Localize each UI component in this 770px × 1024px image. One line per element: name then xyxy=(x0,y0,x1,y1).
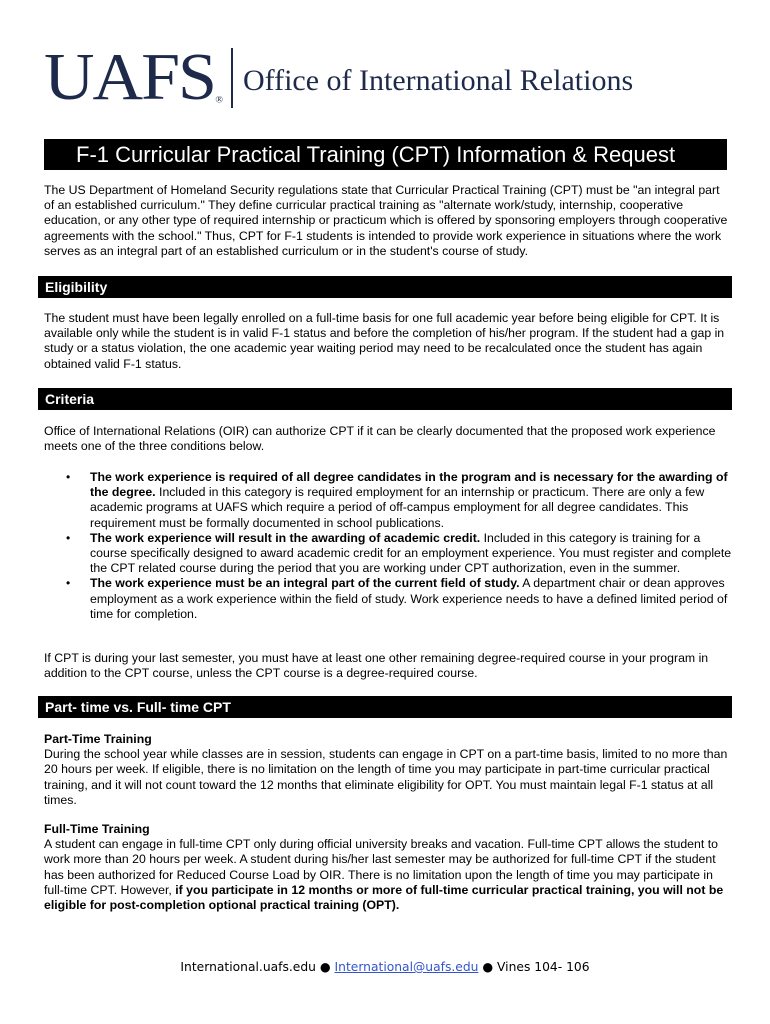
intro-paragraph: The US Department of Homeland Security regulations state that Curricular Practical Training (CPT) must be "an integral part of an established curriculum." They define curricular practical training as "alternate work/study, internship, cooperative education, or any other type of required internship or practicum which is offered by sponsoring employers through cooperative agreements with the school." Thus, CPT for F-1 students is intended to provide work experience in situations where the work serves as an integral part of an established curriculum or in the student's course of study. xyxy=(44,183,728,258)
list-item xyxy=(44,470,732,531)
logo-divider xyxy=(231,48,233,108)
criteria-item-bold: The work experience is required of all degree candidates in the program and is necessary for the awarding of the degree. xyxy=(90,470,728,500)
eligibility-heading: Eligibility xyxy=(38,276,732,298)
part-time-section xyxy=(44,732,732,808)
full-time-paragraph xyxy=(44,837,732,913)
part-time-paragraph: During the school year while classes are in session, students can engage in CPT on a part-time basis, limited to no more than 20 hours per week. If eligible, there is no limitation on the length of time you may participate in part-time curricular practical training, and it will not count toward the 12 months that eliminate eligibility for OPT. You must maintain legal F-1 status at all times. xyxy=(44,747,728,807)
footer xyxy=(0,960,770,974)
list-item xyxy=(44,576,732,622)
registered-mark: ® xyxy=(215,95,223,106)
criteria-item-text: Included in this category is required employment for an internship or practicum. There are only a few academic programs at UAFS which require a period of off-campus employment for all degree candidates. This requirement must be formally documented in school publications. xyxy=(90,485,705,530)
footer-location: Vines 104- 106 xyxy=(497,960,590,974)
criteria-item-text: Included in this category is training for a course specifically designed to award academic credit for an employment experience. You must register and complete the CPT related course during the period that you are working under CPT authorization, even in the summer. xyxy=(90,530,732,576)
part-time-heading: Part-Time Training xyxy=(44,732,152,746)
list-item xyxy=(44,531,732,577)
bullet-icon: • xyxy=(66,576,71,591)
full-time-heading: Full-Time Training xyxy=(44,822,150,836)
criteria-list xyxy=(44,470,732,622)
header-logo xyxy=(44,40,634,115)
full-time-section xyxy=(44,822,732,913)
criteria-item-bold: The work experience will result in the awarding of academic credit. xyxy=(90,530,481,545)
logo-text: UAFS xyxy=(44,40,215,115)
criteria-heading: Criteria xyxy=(38,388,732,410)
bullet-icon: • xyxy=(66,470,71,484)
bullet-icon: • xyxy=(66,530,71,545)
office-name: Office of International Relations xyxy=(242,64,634,97)
eligibility-paragraph: The student must have been legally enrolled on a full-time basis for one full academic year before being eligible for CPT. It is available only while the student is in valid F-1 status and before the completion of his/her program. If the student had a gap in study or a status violation, the one academic year waiting period may need to be recalculated once the student has again obtained valid F-1 status. xyxy=(44,311,725,371)
footer-separator-icon: ● xyxy=(482,960,494,974)
page-title: F-1 Curricular Practical Training (CPT) Information & Request xyxy=(44,139,727,170)
criteria-closing: If CPT is during your last semester, you must have at least one other remaining degree-required course in your program in addition to the CPT course, unless the CPT course is a degree-required course. xyxy=(44,651,709,681)
parttime-fulltime-heading: Part- time vs. Full- time CPT xyxy=(38,696,732,718)
full-time-bold-text: if you participate in 12 months or more of full-time curricular practical training, you will not be eligible for post-completion optional practical training (OPT). xyxy=(44,882,724,913)
criteria-item-text: A department chair or dean approves employment as a work experience within the field of study. Work experience needs to have a defined limited period of time for completion. xyxy=(90,576,728,621)
uafs-logo xyxy=(44,40,223,115)
footer-separator-icon: ● xyxy=(319,960,331,974)
footer-email-link[interactable]: International@uafs.edu xyxy=(334,960,479,974)
footer-website[interactable]: International.uafs.edu xyxy=(180,960,316,974)
full-time-text: A student can engage in full-time CPT only during official university breaks and vacation. Full-time CPT allows the student to work more than 20 hours per week. A student during his/her last semester may be authorized for full-time CPT if the student has been authorized for Reduced Course Load by OIR. There is no limitation upon the length of time you may participate in full-time CPT. However, xyxy=(44,837,718,897)
criteria-item-bold: The work experience must be an integral part of the current field of study. xyxy=(90,576,520,591)
criteria-intro: Office of International Relations (OIR) can authorize CPT if it can be clearly documented that the proposed work experience meets one of the three conditions below. xyxy=(44,424,716,454)
